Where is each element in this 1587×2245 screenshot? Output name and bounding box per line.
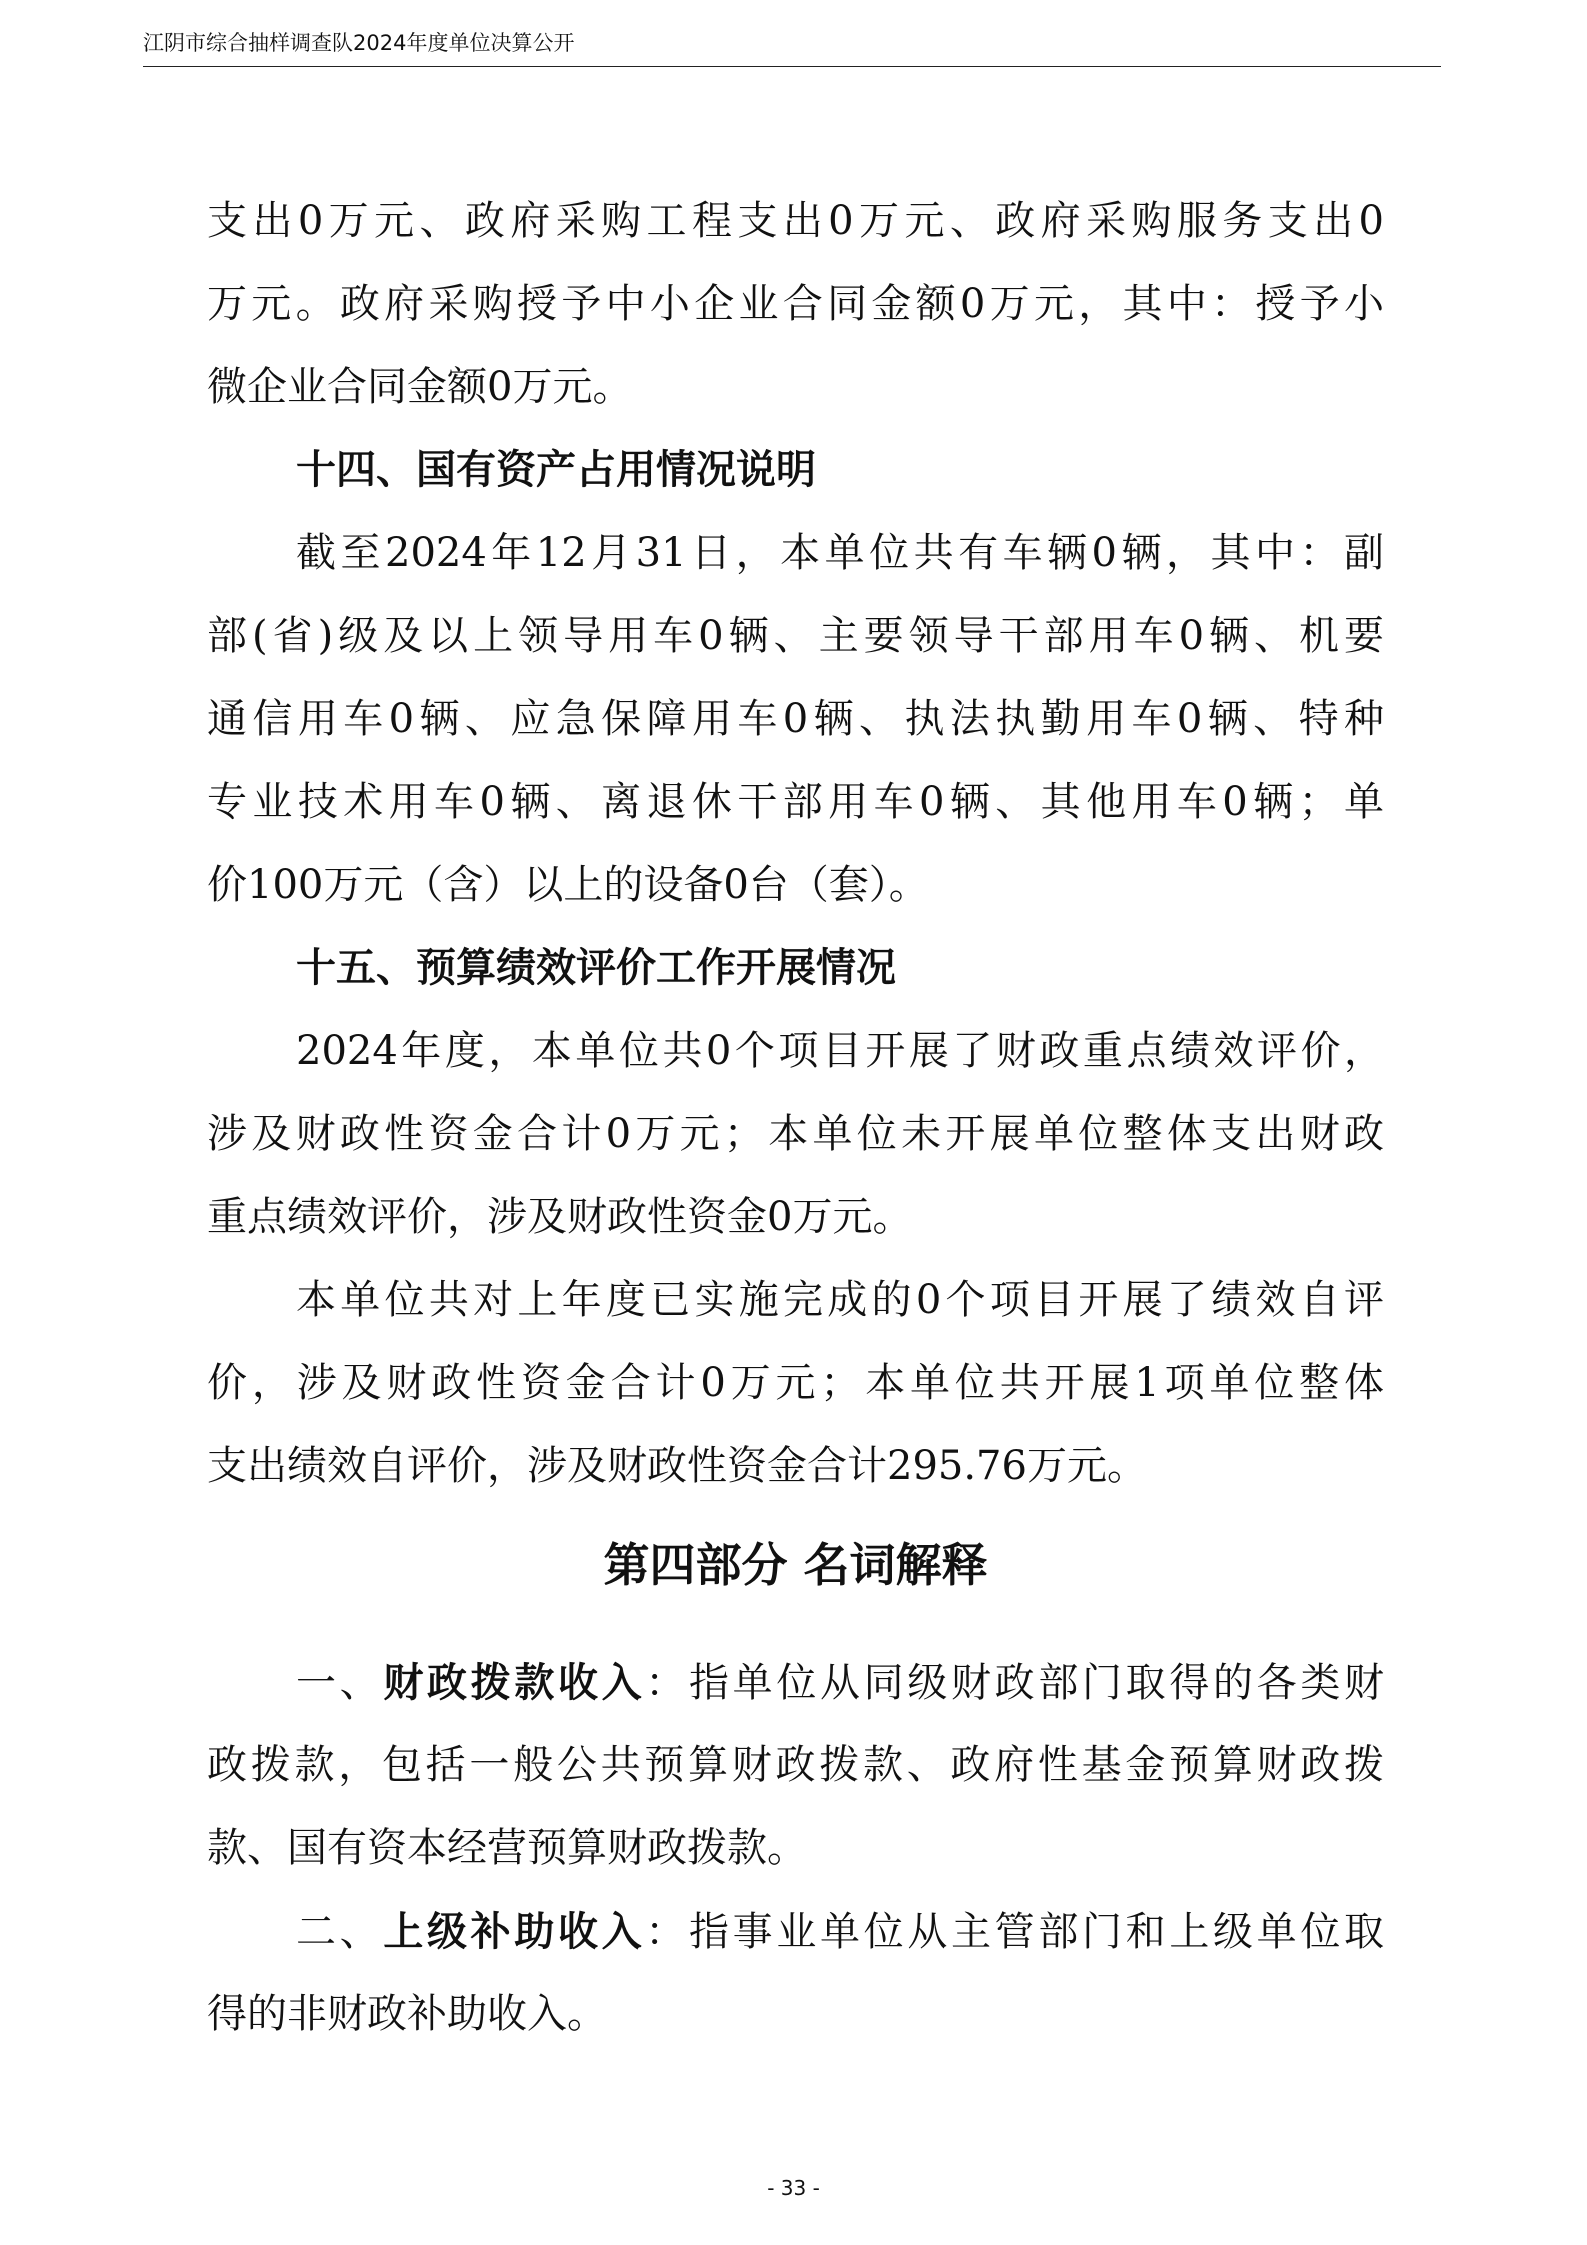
paragraph-line: 支出0万元、政府采购工程支出0万元、政府采购服务支出0 bbox=[207, 198, 1384, 244]
paragraph-line: 涉及财政性资金合计0万元；本单位未开展单位整体支出财政 bbox=[207, 1111, 1384, 1157]
glossary-prefix: 一、 bbox=[296, 1660, 384, 1706]
paragraph-line: 价，涉及财政性资金合计0万元；本单位共开展1项单位整体 bbox=[207, 1360, 1384, 1406]
paragraph-line: 政拨款，包括一般公共预算财政拨款、政府性基金预算财政拨 bbox=[207, 1742, 1384, 1788]
paragraph-line: 本单位共对上年度已实施完成的0个项目开展了绩效自评 bbox=[296, 1277, 1384, 1323]
paragraph-line: 2024年度，本单位共0个项目开展了财政重点绩效评价， bbox=[296, 1028, 1384, 1074]
paragraph-line: 得的非财政补助收入。 bbox=[207, 1991, 607, 2037]
glossary-term: 财政拨款收入 bbox=[383, 1659, 646, 1706]
document-body bbox=[207, 180, 1384, 2056]
page-number: - 33 - bbox=[767, 2176, 820, 2200]
glossary-term: 上级补助收入 bbox=[383, 1908, 646, 1955]
paragraph-line: 截至2024年12月31日，本单位共有车辆0辆，其中：副 bbox=[296, 530, 1384, 576]
paragraph-line: 重点绩效评价，涉及财政性资金0万元。 bbox=[207, 1194, 913, 1240]
glossary-definition: ：指事业单位从主管部门和上级单位取 bbox=[645, 1909, 1384, 1955]
paragraph-line: 价100万元（含）以上的设备0台（套）。 bbox=[207, 862, 929, 908]
paragraph-line: 专业技术用车0辆、离退休干部用车0辆、其他用车0辆；单 bbox=[207, 779, 1384, 825]
glossary-prefix: 二、 bbox=[296, 1909, 384, 1955]
header-rule bbox=[143, 66, 1441, 67]
part-title: 第四部分 名词解释 bbox=[603, 1538, 988, 1592]
glossary-definition: ：指单位从同级财政部门取得的各类财 bbox=[645, 1660, 1384, 1706]
paragraph-procurement-continued bbox=[207, 180, 1384, 429]
header-title: 江阴市综合抽样调查队2024年度单位决算公开 bbox=[143, 31, 575, 55]
paragraph-vehicles bbox=[207, 512, 1384, 927]
paragraph-self-evaluation bbox=[207, 1259, 1384, 1508]
glossary-item-fiscal-appropriation bbox=[207, 1641, 1384, 1890]
section-heading-performance-evaluation: 十五、预算绩效评价工作开展情况 bbox=[296, 945, 896, 991]
paragraph-key-evaluation bbox=[207, 1010, 1384, 1259]
paragraph-line: 通信用车0辆、应急保障用车0辆、执法执勤用车0辆、特种 bbox=[207, 696, 1384, 742]
paragraph-line: 支出绩效自评价，涉及财政性资金合计295.76万元。 bbox=[207, 1443, 1147, 1489]
page-header bbox=[143, 30, 574, 56]
paragraph-line: 款、国有资本经营预算财政拨款。 bbox=[207, 1825, 807, 1871]
glossary-item-superior-subsidy bbox=[207, 1890, 1384, 2056]
paragraph-line: 万元。政府采购授予中小企业合同金额0万元，其中：授予小 bbox=[207, 281, 1384, 327]
paragraph-line: 部(省)级及以上领导用车0辆、主要领导干部用车0辆、机要 bbox=[207, 613, 1384, 659]
paragraph-line: 微企业合同金额0万元。 bbox=[207, 364, 633, 410]
paragraph-line bbox=[207, 1641, 1384, 1724]
section-heading-asset-usage: 十四、国有资产占用情况说明 bbox=[296, 447, 816, 493]
paragraph-line bbox=[207, 1890, 1384, 1973]
